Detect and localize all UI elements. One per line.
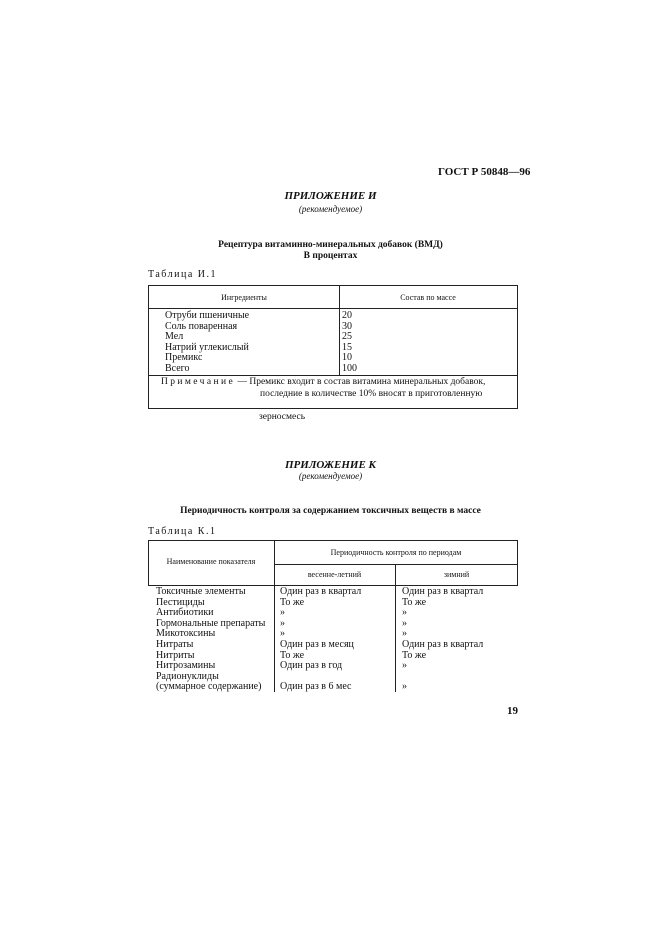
table-row: Натрий углекислый	[165, 341, 249, 353]
table-cell: 30	[342, 320, 352, 332]
table-cell: »	[402, 617, 407, 629]
table-k1-col-winter	[402, 587, 483, 693]
table-cell: Один раз в квартал	[280, 586, 362, 597]
table-row: Микотоксины	[156, 628, 216, 640]
table-cell: »	[280, 617, 285, 629]
table-cell: »	[280, 607, 285, 619]
note-line-2: последние в количестве 10% вносят в приготовленную	[260, 389, 483, 399]
table-cell: 15	[342, 341, 352, 353]
table-k1-header-group: Периодичность контроля по периодам	[330, 548, 462, 557]
table-cell: Один раз в квартал	[402, 586, 484, 597]
table-k1-col-spring	[280, 587, 361, 693]
appendix-i-subtitle: (рекомендуемое)	[298, 204, 363, 214]
table-cell: Один раз в 6 мес	[280, 681, 352, 693]
table-cell: »	[402, 607, 407, 619]
appendix-i-title: ПРИЛОЖЕНИЕ И	[284, 190, 377, 202]
table-cell: То же	[402, 649, 427, 661]
table-cell: То же	[280, 596, 305, 608]
table-k1	[148, 540, 518, 692]
table-row: Гормональные препараты	[156, 617, 266, 629]
note-line-1: — Премикс входит в состав витамина минеральных добавок,	[237, 377, 486, 387]
table-cell: 25	[342, 331, 352, 343]
appendix-i-heading-units: В процентах	[303, 251, 358, 261]
appendix-k-heading: Периодичность контроля за содержанием токсичных веществ в массе	[180, 506, 481, 516]
table-i1-header-composition: Состав по массе	[400, 293, 456, 302]
note-label: Примечание	[161, 377, 236, 387]
document-code: ГОСТ Р 50848—96	[438, 166, 531, 178]
appendix-i-heading: Рецептура витаминно-минеральных добавок (ВМД)	[218, 240, 443, 250]
table-cell: То же	[280, 649, 305, 661]
table-k1-col-name	[156, 587, 265, 693]
table-row: Нитраты	[156, 638, 194, 650]
table-cell: 100	[342, 362, 357, 374]
table-i1-header-ingredients: Ингредиенты	[221, 293, 267, 302]
table-row: Отруби пшеничные	[165, 310, 250, 321]
table-cell	[402, 672, 483, 683]
table-row: Нитриты	[156, 649, 195, 661]
table-cell: 10	[342, 352, 352, 364]
table-k1-header-spring: весенне-летний	[307, 570, 362, 579]
table-k1-label: Таблица К.1	[148, 526, 217, 537]
table-row: Нитрозамины	[156, 660, 216, 672]
table-i1-col-values	[342, 311, 357, 375]
table-cell: »	[402, 628, 407, 640]
table-row: Радионуклиды	[156, 670, 219, 682]
table-i1-col-ingredients	[165, 311, 249, 375]
table-row: Мел	[165, 331, 184, 343]
table-row: Соль поваренная	[165, 320, 238, 332]
table-row: Токсичные элементы	[156, 586, 246, 597]
table-i1-note	[161, 377, 485, 389]
table-cell: Один раз в месяц	[280, 638, 354, 650]
table-i1-label: Таблица И.1	[148, 269, 217, 280]
table-row: (суммарное содержание)	[156, 681, 262, 693]
table-cell: »	[402, 660, 407, 672]
table-row: Антибиотики	[156, 607, 214, 619]
table-i1	[148, 285, 518, 409]
table-cell: Один раз в квартал	[402, 638, 484, 650]
table-row: Пестициды	[156, 596, 205, 608]
table-k1-header-name: Наименование показателя	[166, 557, 256, 566]
table-cell: Один раз в год	[280, 660, 343, 672]
table-cell: 20	[342, 310, 352, 321]
table-cell: »	[402, 681, 407, 693]
table-k1-header-winter: зимний	[443, 570, 470, 579]
table-cell: »	[280, 628, 285, 640]
table-cell: То же	[402, 596, 427, 608]
table-row: Всего	[165, 362, 190, 374]
appendix-k-subtitle: (рекомендуемое)	[298, 471, 363, 481]
page-number: 19	[507, 705, 518, 717]
table-row: Премикс	[165, 352, 203, 364]
note-line-3: зерносмесь	[259, 412, 306, 422]
appendix-k-title: ПРИЛОЖЕНИЕ К	[285, 459, 376, 471]
